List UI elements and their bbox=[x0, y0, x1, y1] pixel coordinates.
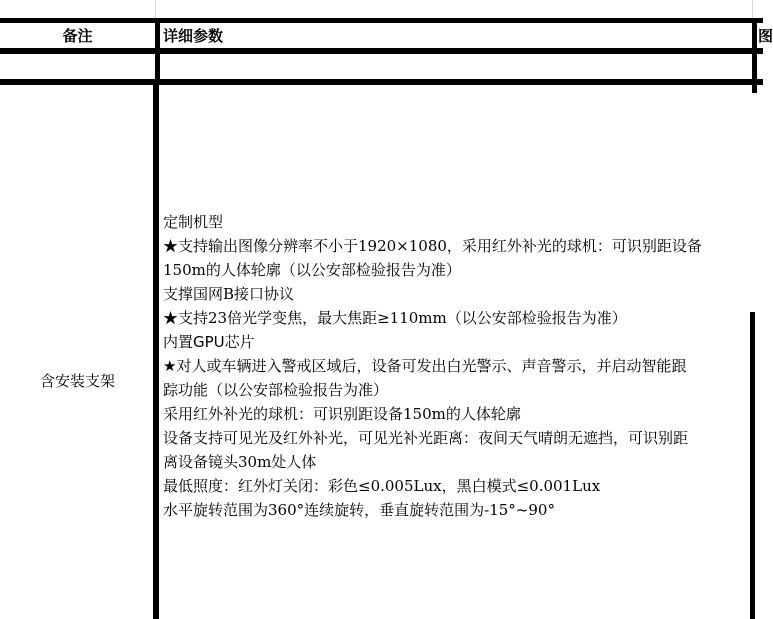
detail-line: 定制机型 bbox=[163, 213, 224, 231]
detail-line: 150m的人体轮廓（以公安部检验报告为准） bbox=[163, 261, 461, 279]
border-below-header bbox=[0, 48, 763, 54]
detail-line: 设备支持可见光及红外补光，可见光补光距离：夜间天气晴朗无遮挡，可识别距 bbox=[163, 429, 689, 447]
detail-line: 采用红外补光的球机：可识别距设备150m的人体轮廓 bbox=[163, 405, 521, 423]
border-below-empty-row bbox=[0, 79, 763, 85]
detail-line: 踪功能（以公安部检验报告为准） bbox=[163, 381, 389, 399]
detail-line: 离设备镜头30m处人体 bbox=[163, 453, 317, 471]
detail-line: 内置GPU芯片 bbox=[163, 333, 255, 351]
remark-cell: 含安装支架 bbox=[39, 372, 115, 390]
header-details: 详细参数 bbox=[163, 27, 224, 45]
column-divider-right bbox=[752, 18, 757, 93]
header-next-column-partial: 图 bbox=[758, 27, 773, 45]
detail-line: ★支持23倍光学变焦，最大焦距≥110mm（以公安部检验报告为准） bbox=[163, 309, 627, 327]
column-divider-remark-details bbox=[155, 18, 160, 85]
detail-line: ★支持输出图像分辨率不小于1920×1080，采用红外补光的球机：可识别距设备 bbox=[163, 237, 702, 255]
detail-cell bbox=[163, 210, 763, 522]
border-top bbox=[0, 18, 763, 23]
detail-line: 最低照度：红外灯关闭：彩色≤0.005Lux，黑白模式≤0.001Lux bbox=[163, 477, 601, 495]
detail-line: 水平旋转范围为360°连续旋转，垂直旋转范围为-15°~90° bbox=[163, 501, 555, 519]
header-remark: 备注 bbox=[62, 27, 93, 45]
detail-line: ★对人或车辆进入警戒区域后，设备可发出白光警示、声音警示，并启动智能跟 bbox=[163, 357, 687, 375]
grid-line-right-top bbox=[752, 0, 753, 18]
detail-line: 支撑国网B接口协议 bbox=[163, 285, 295, 303]
grid-line-left-top bbox=[155, 0, 156, 18]
column-divider-remark-details-lower bbox=[153, 85, 159, 619]
